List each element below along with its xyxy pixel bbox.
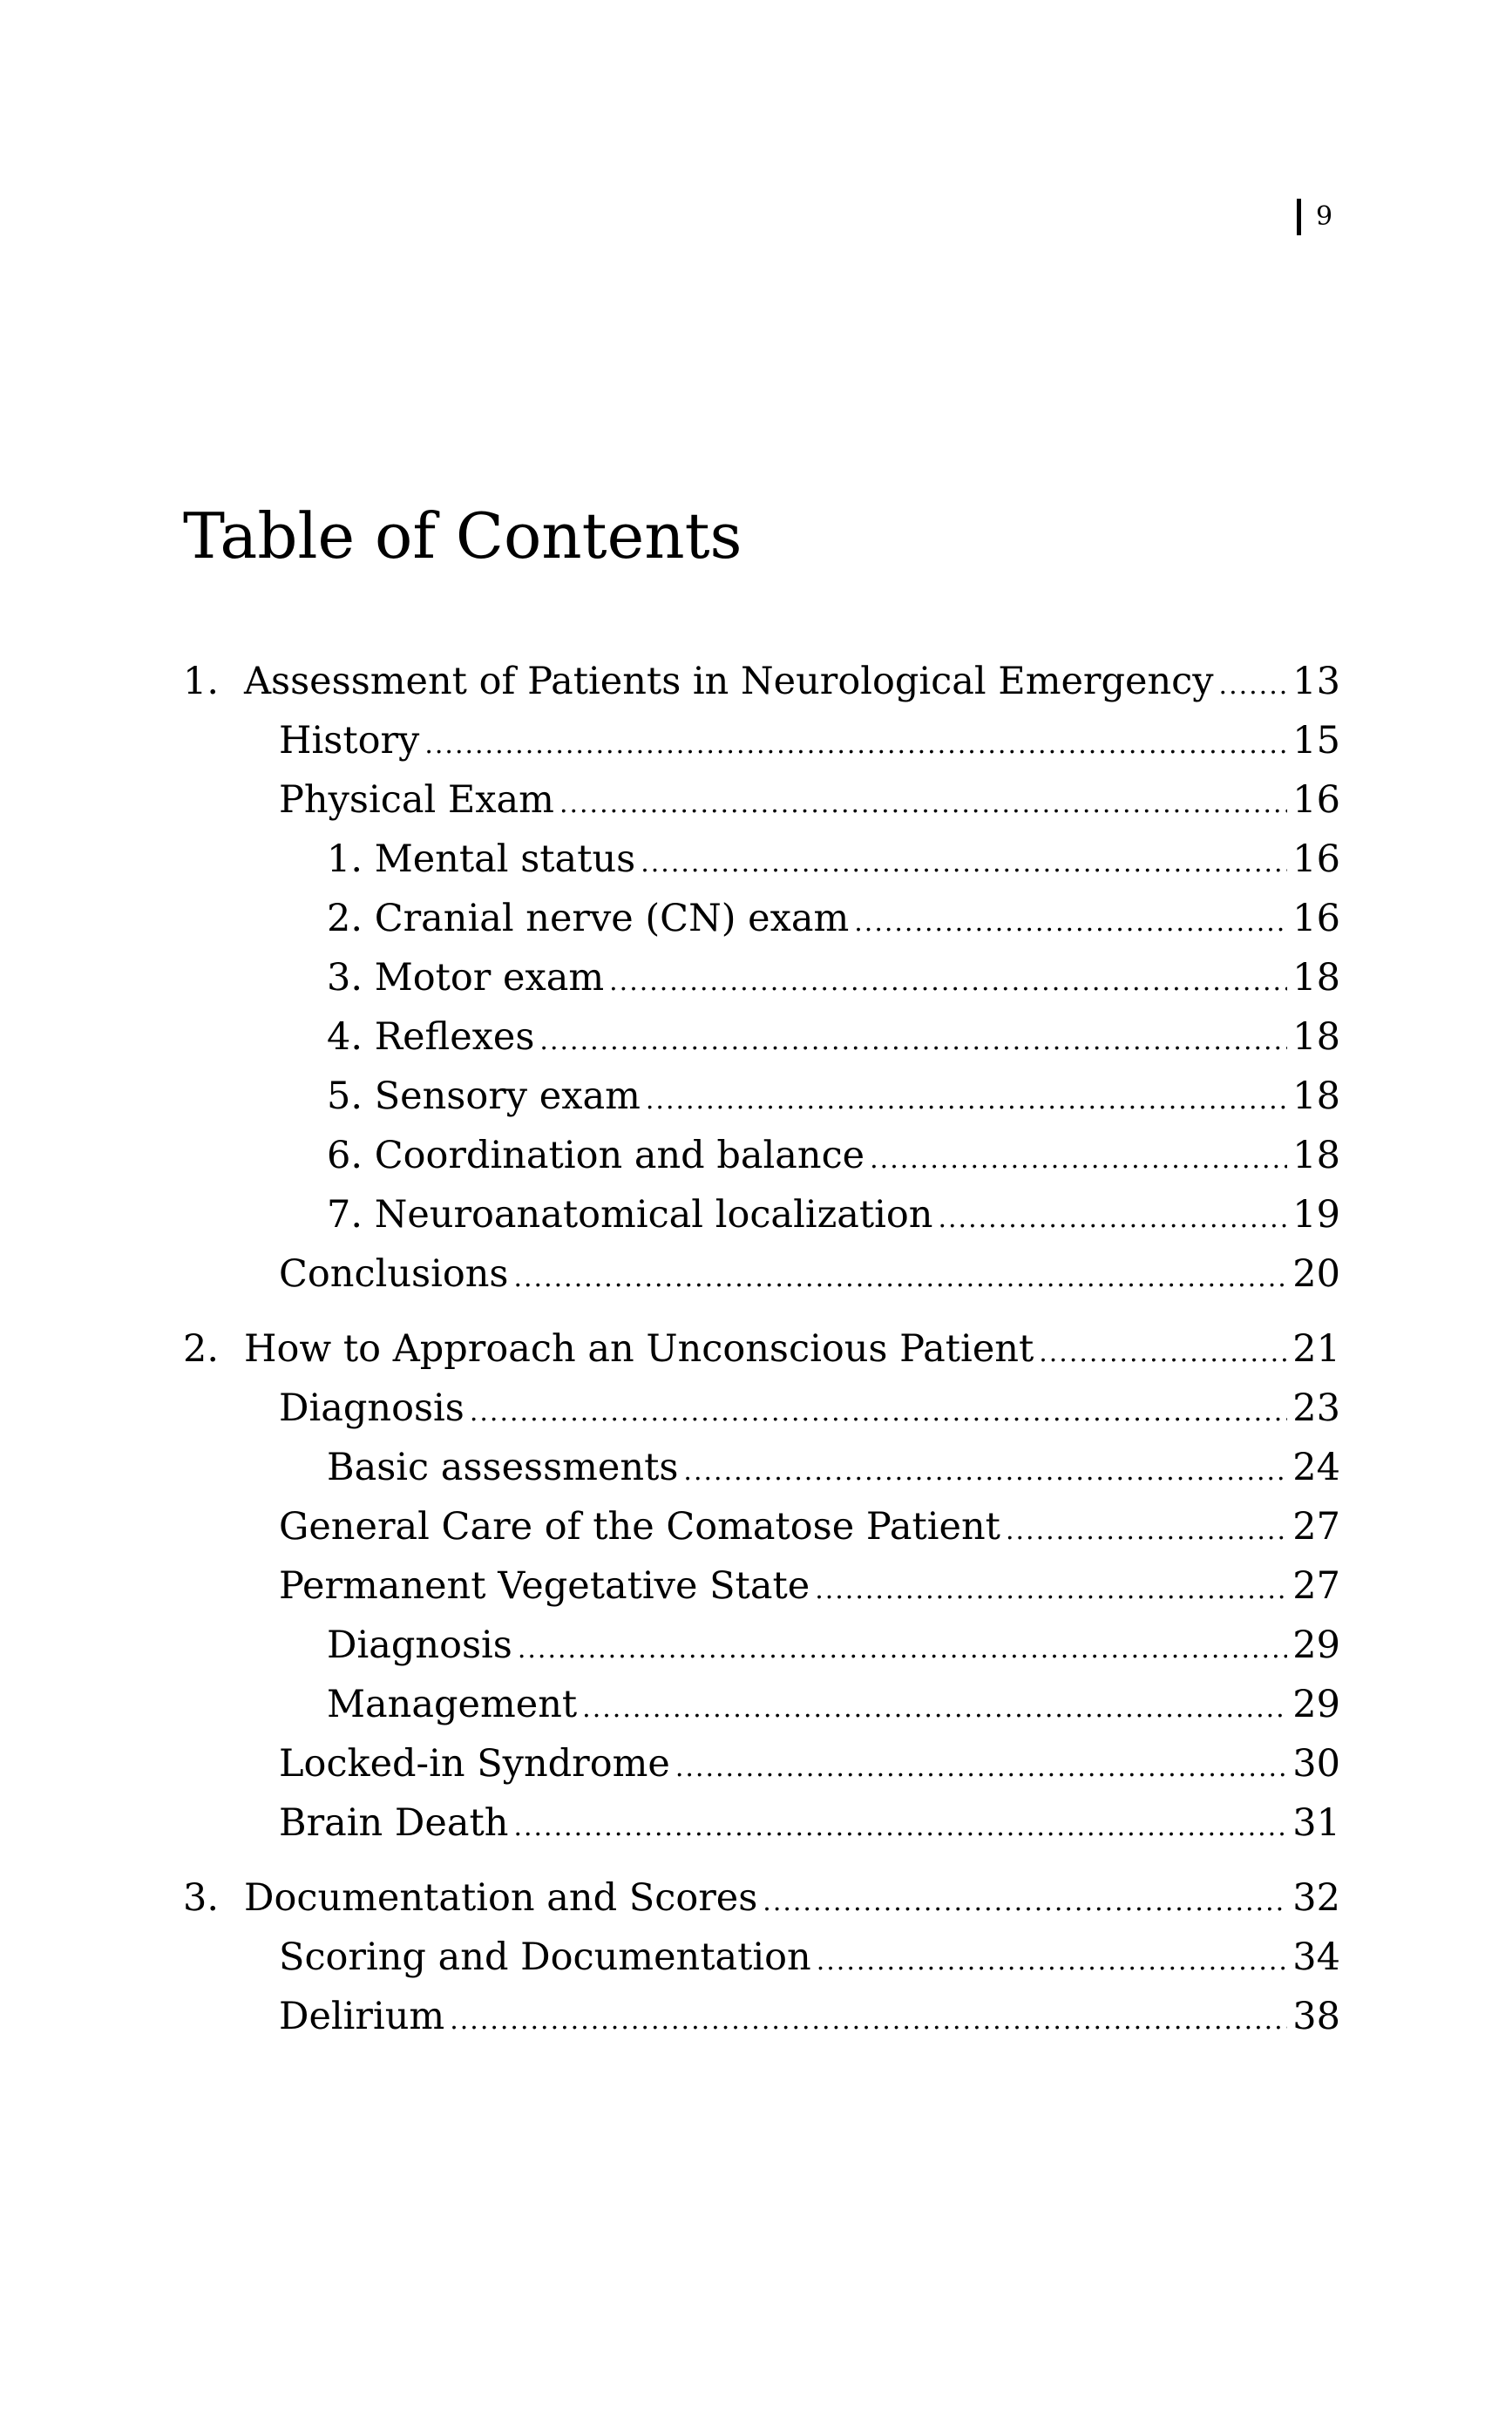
dot-leader [609,952,1287,1012]
section-entry[interactable] [183,770,1340,830]
page-number: 9 [1316,201,1333,232]
dot-leader [559,775,1287,834]
entry-page-number: 19 [1292,1193,1340,1237]
section-entry[interactable] [183,1556,1340,1616]
entry-page-number: 38 [1292,1995,1340,2038]
entry-title: 7. Neuroanatomical localization [327,1193,933,1237]
entry-page-number: 27 [1292,1505,1340,1549]
dot-leader [450,1991,1287,2051]
entry-page-number: 32 [1292,1876,1340,1920]
dot-leader [582,1679,1287,1739]
entry-page-number: 27 [1292,1564,1340,1608]
chapter-entry[interactable] [183,652,1340,711]
entry-title: Management [327,1683,578,1726]
chapter-number: 2. [183,1327,220,1371]
dot-leader [424,715,1287,775]
entry-page-number: 18 [1292,1015,1340,1059]
entry-page-number: 23 [1292,1386,1340,1430]
subsection-entry[interactable] [183,948,1340,1007]
entry-title: Permanent Vegetative State [279,1564,810,1608]
entry-page-number: 29 [1292,1683,1340,1726]
entry-title: 1. Mental status [327,837,636,881]
entry-page-number: 15 [1292,719,1340,763]
dot-leader [675,1739,1287,1798]
dot-leader [870,1130,1287,1190]
dot-leader [854,893,1287,952]
entry-page-number: 18 [1292,1134,1340,1177]
entry-page-number: 24 [1292,1446,1340,1489]
entry-title: Scoring and Documentation [279,1935,811,1979]
entry-page-number: 16 [1292,897,1340,940]
subsection-entry[interactable] [183,1007,1340,1067]
subsection-entry[interactable] [183,1675,1340,1734]
entry-title: 4. Reflexes [327,1015,535,1059]
entry-title: Basic assessments [327,1446,679,1489]
entry-title: 6. Coordination and balance [327,1134,865,1177]
entry-page-number: 16 [1292,778,1340,822]
section-entry[interactable] [183,1734,1340,1793]
subsection-entry[interactable] [183,1067,1340,1126]
header-rule [1297,199,1301,235]
dot-leader [815,1561,1287,1620]
toc-chapter [183,1868,1340,2046]
entry-page-number: 16 [1292,837,1340,881]
dot-leader [641,834,1287,893]
dot-leader [763,1873,1287,1932]
entry-page-number: 20 [1292,1252,1340,1296]
entry-title: Diagnosis [279,1386,464,1430]
entry-page-number: 21 [1292,1327,1340,1371]
entry-title: Physical Exam [279,778,554,822]
toc-chapter [183,1319,1340,1853]
subsection-entry[interactable] [183,1126,1340,1185]
entry-page-number: 18 [1292,1074,1340,1118]
subsection-entry[interactable] [183,1616,1340,1675]
subsection-entry[interactable] [183,1438,1340,1497]
subsection-entry[interactable] [183,889,1340,948]
entry-title: 2. Cranial nerve (CN) exam [327,897,850,940]
subsection-entry[interactable] [183,830,1340,889]
dot-leader [1219,656,1288,715]
toc-chapter [183,652,1340,1304]
dot-leader [646,1071,1287,1130]
dot-leader [518,1620,1287,1679]
dot-leader [539,1012,1287,1071]
section-entry[interactable] [183,1379,1340,1438]
dot-leader [683,1442,1287,1501]
entry-title: 5. Sensory exam [327,1074,641,1118]
entry-title: How to Approach an Unconscious Patient [244,1327,1034,1371]
page-title: Table of Contents [183,499,742,573]
table-of-contents [183,652,1340,2062]
entry-title: General Care of the Comatose Patient [279,1505,1000,1549]
entry-title: 3. Motor exam [327,956,605,1000]
entry-page-number: 30 [1292,1742,1340,1786]
section-entry[interactable] [183,1928,1340,1987]
section-entry[interactable] [183,1987,1340,2046]
entry-title: Documentation and Scores [244,1876,758,1920]
chapter-entry[interactable] [183,1319,1340,1379]
dot-leader [1006,1501,1287,1561]
subsection-entry[interactable] [183,1185,1340,1244]
dot-leader [938,1190,1287,1249]
section-entry[interactable] [183,1244,1340,1304]
entry-page-number: 18 [1292,956,1340,1000]
entry-title: History [279,719,420,763]
entry-title: Delirium [279,1995,445,2038]
entry-title: Locked-in Syndrome [279,1742,670,1786]
dot-leader [513,1249,1287,1308]
chapter-entry[interactable] [183,1868,1340,1928]
entry-page-number: 29 [1292,1624,1340,1667]
dot-leader [470,1383,1287,1442]
entry-title: Conclusions [279,1252,509,1296]
chapter-number: 3. [183,1876,220,1920]
section-entry[interactable] [183,711,1340,770]
entry-page-number: 34 [1292,1935,1340,1979]
entry-title: Assessment of Patients in Neurological Emergency [244,660,1214,703]
entry-page-number: 13 [1292,660,1340,703]
section-entry[interactable] [183,1793,1340,1853]
section-entry[interactable] [183,1497,1340,1556]
entry-title: Diagnosis [327,1624,512,1667]
dot-leader [817,1932,1288,1991]
dot-leader [513,1798,1287,1857]
chapter-number: 1. [183,660,220,703]
entry-page-number: 31 [1292,1801,1340,1845]
dot-leader [1039,1324,1287,1383]
entry-title: Brain Death [279,1801,509,1845]
